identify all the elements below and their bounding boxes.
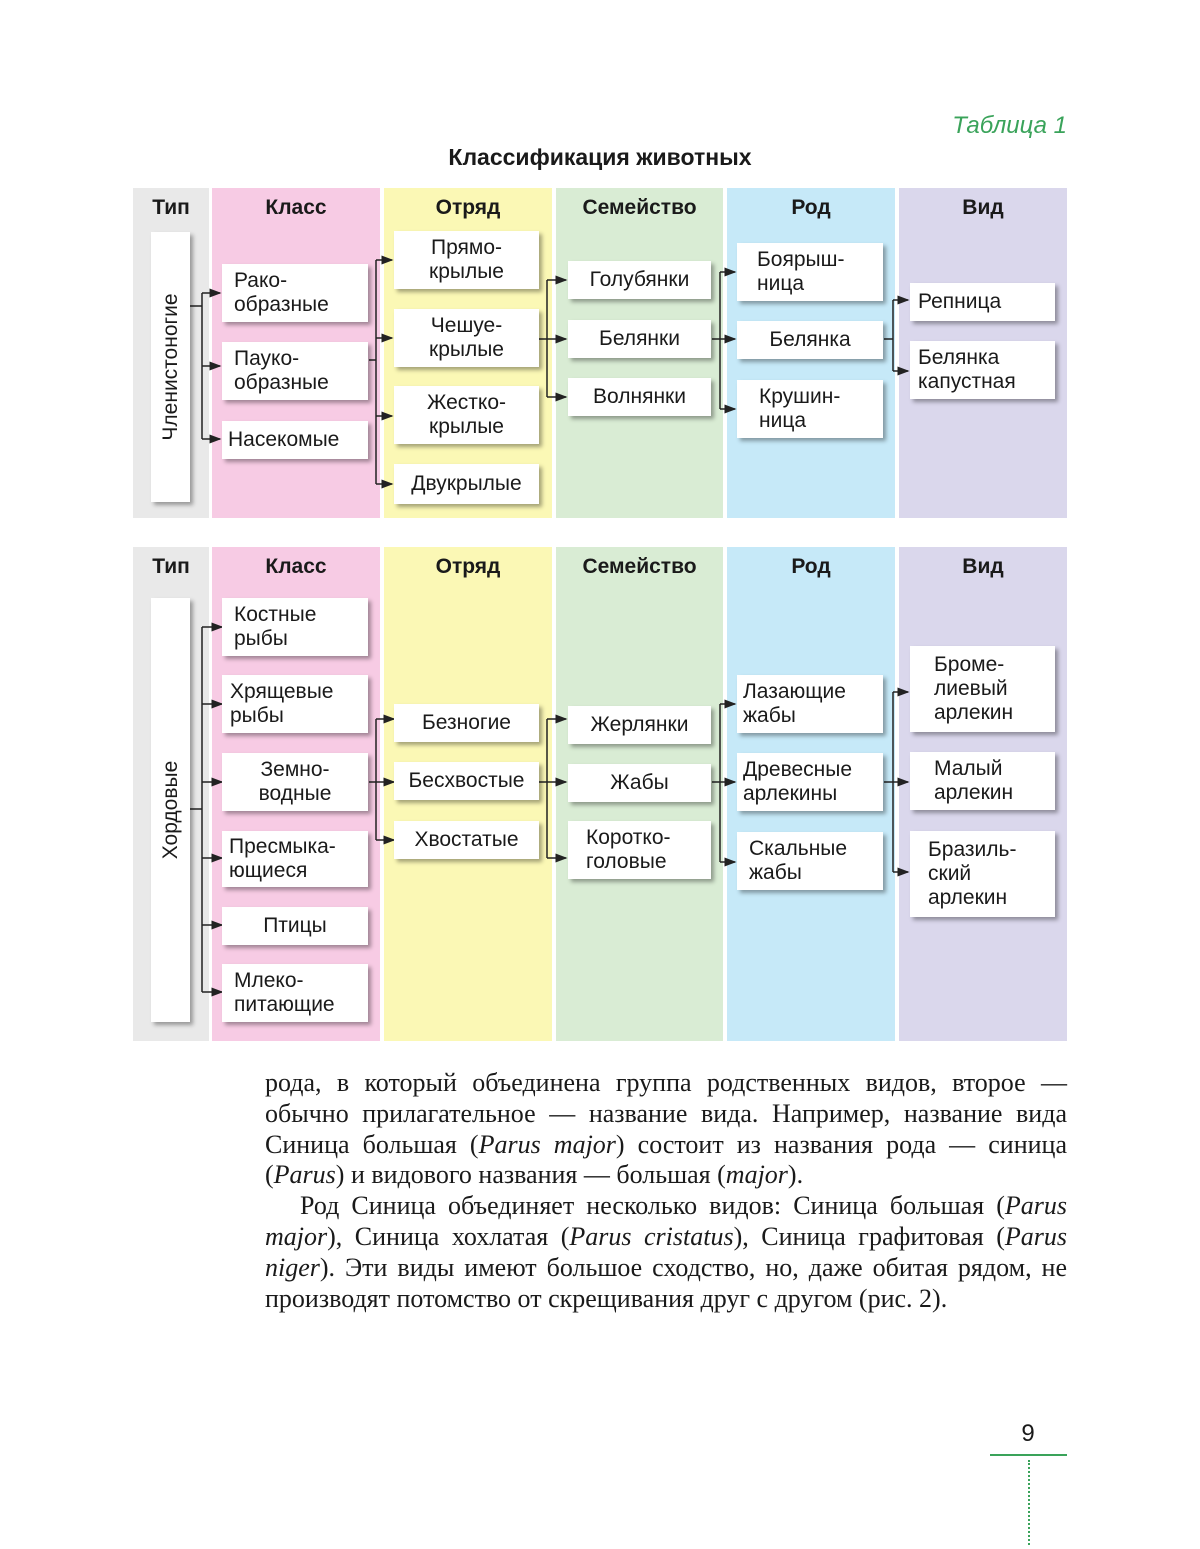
page-number: 9 xyxy=(1021,1420,1035,1447)
class-box: Птицы xyxy=(222,907,368,945)
page-dotted-rule xyxy=(1028,1460,1030,1545)
page-number-rule xyxy=(990,1454,1067,1456)
genus-box: Лазающие жабы xyxy=(737,675,883,733)
family-box: Жерлянки xyxy=(568,706,711,744)
col-head-family: Семейство xyxy=(582,196,697,219)
species-box: Бразиль- ский арлекин xyxy=(910,831,1055,917)
class-box: Насекомые xyxy=(222,421,368,459)
col-head-genus: Род xyxy=(791,196,831,219)
order-box: Двукрылые xyxy=(394,464,539,504)
col-head-species: Вид xyxy=(962,555,1004,578)
type-label: Хордовые xyxy=(158,760,182,860)
arthropods-panel xyxy=(133,188,1067,518)
class-box: Рако- образные xyxy=(222,264,368,322)
col-head-family: Семейство xyxy=(582,555,697,578)
table-label: Таблица 1 xyxy=(952,112,1067,139)
order-box: Хвостатые xyxy=(394,821,539,859)
family-box: Голубянки xyxy=(568,261,711,299)
family-box: Коротко- головые xyxy=(568,821,711,879)
type-label: Членистоногие xyxy=(158,293,182,441)
species-box: Репница xyxy=(910,283,1055,321)
class-box: Пауко- образные xyxy=(222,342,368,400)
species-box: Белянка капустная xyxy=(910,341,1055,399)
order-box: Прямо- крылые xyxy=(394,231,539,289)
order-box: Чешуе- крылые xyxy=(394,309,539,367)
genus-box: Древесные арлекины xyxy=(737,753,883,811)
species-box: Малый арлекин xyxy=(910,752,1055,810)
class-box: Костные рыбы xyxy=(222,598,368,656)
col-head-order: Отряд xyxy=(435,555,501,578)
genus-box: Боярыш- ница xyxy=(737,243,883,301)
species-box: Броме- лиевый арлекин xyxy=(910,646,1055,732)
body-text xyxy=(265,1068,1067,1314)
class-box: Земно- водные xyxy=(222,753,368,811)
genus-box: Скальные жабы xyxy=(737,832,883,890)
family-box: Волнянки xyxy=(568,378,711,416)
type-box xyxy=(151,598,190,1022)
type-box xyxy=(151,232,190,502)
genus-box: Крушин- ница xyxy=(737,380,883,438)
table-title: Классификация животных xyxy=(448,144,752,170)
col-head-type: Тип xyxy=(152,196,190,219)
col-head-genus: Род xyxy=(791,555,831,578)
class-box: Млеко- питающие xyxy=(222,964,368,1022)
chordates-panel xyxy=(133,547,1067,1041)
col-head-order: Отряд xyxy=(435,196,501,219)
genus-box: Белянка xyxy=(737,321,883,359)
order-box: Безногие xyxy=(394,704,539,742)
col-head-type: Тип xyxy=(152,555,190,578)
paragraph-2: Род Синица объединяет несколько видов: Синица большая (Parus major), Синица хохлатая (Parus cristatus), Синица графитовая (Parus niger). Эти виды имеют большое сходство, но, даже обитая рядом, не производят потомство от скрещивания друг с другом (рис. 2). xyxy=(265,1191,1068,1313)
paragraph-1: рода, в который объединена группа родственных видов, второе — обычно прилагательное — название вида. Например, название вида Синица большая (Parus major) состоит из названия рода — синица (Parus) и видового названия — большая (major). xyxy=(265,1068,1067,1190)
col-head-class: Класс xyxy=(265,196,327,219)
family-box: Белянки xyxy=(568,320,711,358)
class-box: Пресмыка- ющиеся xyxy=(222,831,368,887)
order-box: Бесхвостые xyxy=(394,762,539,800)
order-box: Жестко- крылые xyxy=(394,386,539,444)
col-head-species: Вид xyxy=(962,196,1004,219)
family-box: Жабы xyxy=(568,764,711,802)
col-head-class: Класс xyxy=(265,555,327,578)
class-box: Хрящевые рыбы xyxy=(222,675,368,733)
